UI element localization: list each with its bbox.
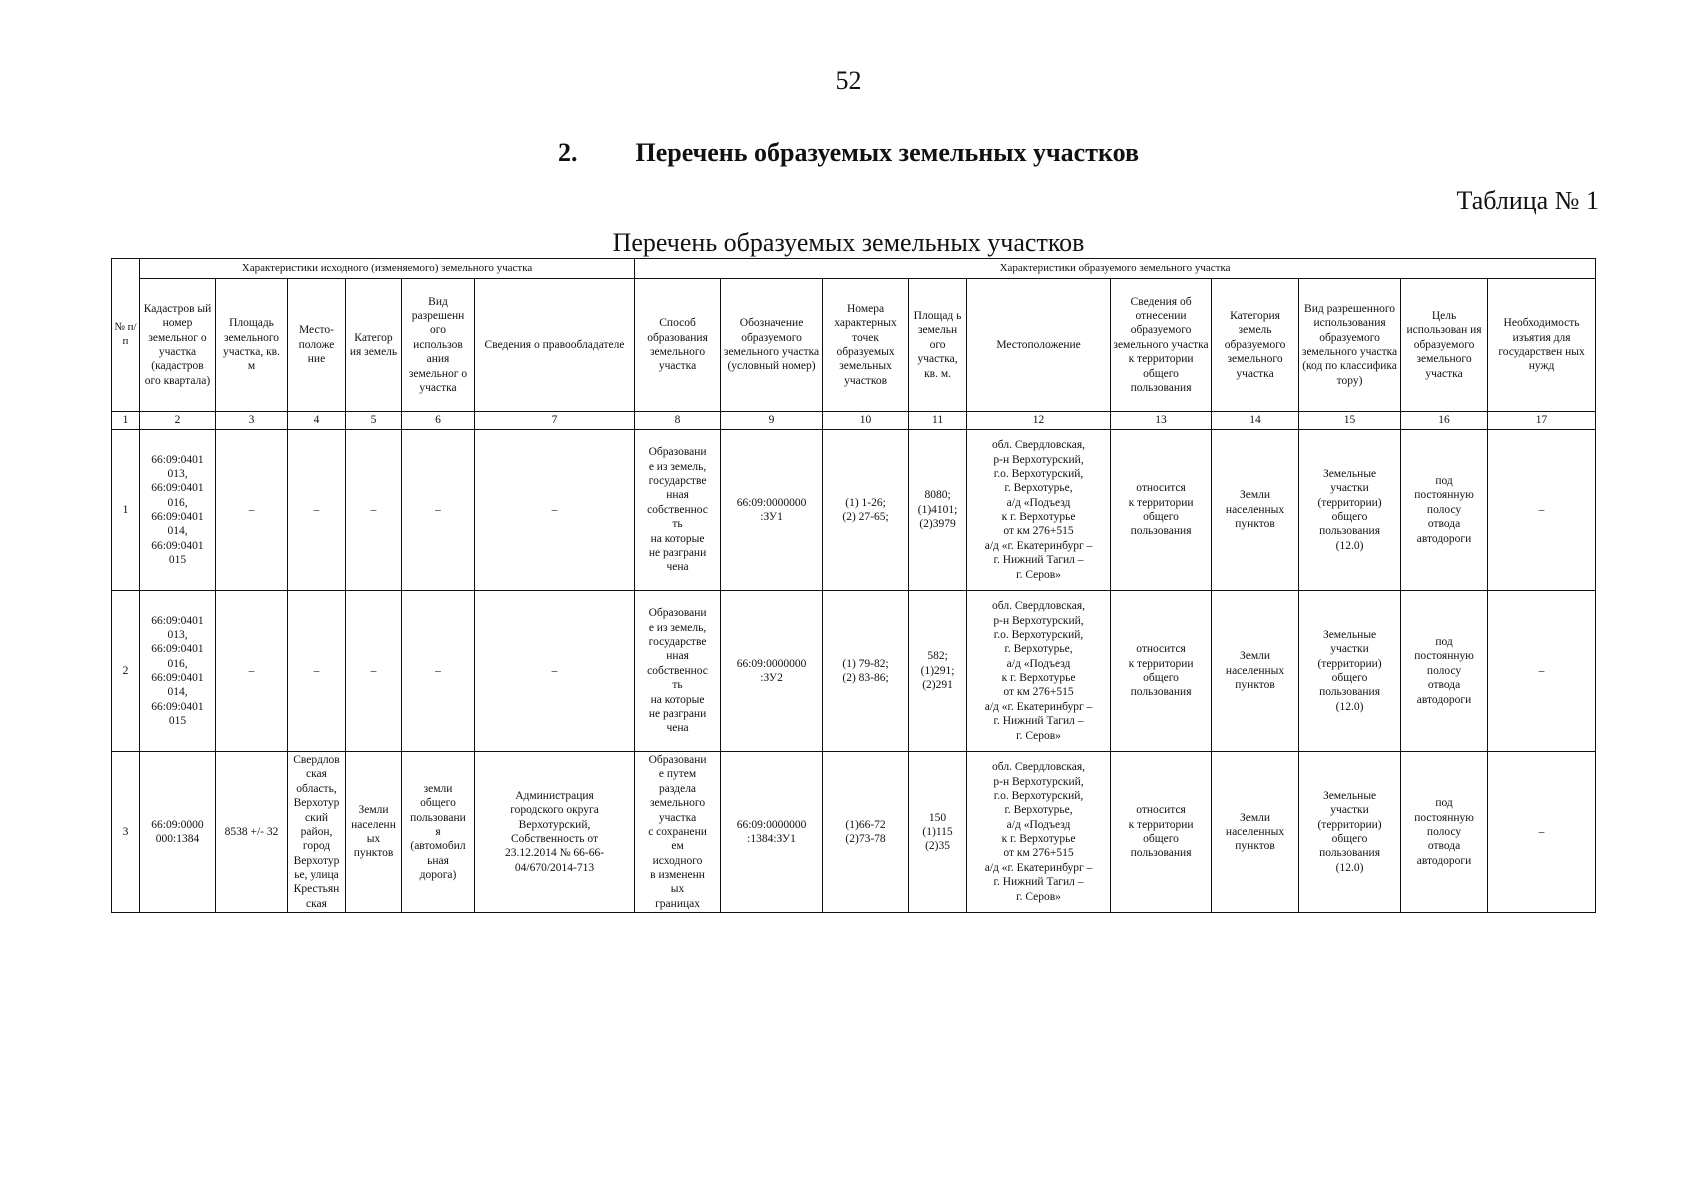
plot-purpose: под постоянную полосу отвода автодороги: [1401, 752, 1488, 913]
header-col-13: Сведения об отнесении образуемого земельного участка к территории общего пользования: [1111, 279, 1212, 412]
plot-designation: 66:09:0000000 :ЗУ1: [721, 430, 823, 591]
column-number: 12: [967, 412, 1111, 430]
plot-purpose: под постоянную полосу отвода автодороги: [1401, 591, 1488, 752]
plot-permitted-use: Земельные участки (территории) общего пользования (12.0): [1299, 591, 1401, 752]
point-numbers: (1) 79-82; (2) 83-86;: [823, 591, 909, 752]
source-area: 8538 +/- 32: [216, 752, 288, 913]
column-number: 14: [1212, 412, 1299, 430]
column-number: 3: [216, 412, 288, 430]
cadastral-number: 66:09:0000 000:1384: [140, 752, 216, 913]
table-row: [112, 430, 1596, 591]
column-number: 6: [402, 412, 475, 430]
formation-method: Образовани е из земель, государстве нная собственнос ть на которые не разграни чена: [635, 430, 721, 591]
header-col-10: Номера характерных точек образуемых земельных участков: [823, 279, 909, 412]
seizure-necessity: –: [1488, 752, 1596, 913]
row-number: 3: [112, 752, 140, 913]
plot-designation: 66:09:0000000 :ЗУ2: [721, 591, 823, 752]
plot-land-category: Земли населенных пунктов: [1212, 752, 1299, 913]
header-col-15: Вид разрешенного использования образуемого земельного участка (код по классифика тору): [1299, 279, 1401, 412]
owner-info: –: [475, 430, 635, 591]
column-number: 10: [823, 412, 909, 430]
column-number-row: [112, 412, 1596, 430]
table-number: Таблица № 1: [1456, 186, 1599, 215]
source-land-category: –: [346, 430, 402, 591]
group-header-row: [112, 259, 1596, 279]
formation-method: Образовани е из земель, государстве нная собственнос ть на которые не разграни чена: [635, 591, 721, 752]
column-number: 13: [1111, 412, 1212, 430]
plot-area: 8080; (1)4101; (2)3979: [909, 430, 967, 591]
plot-location: обл. Свердловская, р-н Верхотурский, г.о. Верхотурский, г. Верхотурье, а/д «Подъезд к г. Верхотурье от км 276+515 а/д «г. Екатеринбург – г. Нижний Тагил – г. Серов»: [967, 591, 1111, 752]
source-permitted-use: –: [402, 591, 475, 752]
plot-area: 150 (1)115 (2)35: [909, 752, 967, 913]
header-col-8: Способ образования земельного участка: [635, 279, 721, 412]
column-number: 11: [909, 412, 967, 430]
point-numbers: (1) 1-26; (2) 27-65;: [823, 430, 909, 591]
group-header-source: Характеристики исходного (изменяемого) земельного участка: [140, 259, 635, 279]
column-number: 17: [1488, 412, 1596, 430]
land-plots-table: [111, 258, 1596, 913]
plot-designation: 66:09:0000000 :1384:ЗУ1: [721, 752, 823, 913]
source-permitted-use: земли общего пользовани я (автомобил ьная дорога): [402, 752, 475, 913]
source-land-category: –: [346, 591, 402, 752]
header-col-1: № п/ п: [112, 259, 140, 412]
plot-location: обл. Свердловская, р-н Верхотурский, г.о. Верхотурский, г. Верхотурье, а/д «Подъезд к г. Верхотурье от км 276+515 а/д «г. Екатеринбург – г. Нижний Тагил – г. Серов»: [967, 752, 1111, 913]
column-number: 2: [140, 412, 216, 430]
header-col-3: Площадь земельного участка, кв. м: [216, 279, 288, 412]
owner-info: –: [475, 591, 635, 752]
column-number: 15: [1299, 412, 1401, 430]
header-col-6: Вид разрешенн ого использов ания земельног о участка: [402, 279, 475, 412]
column-header-row: [112, 279, 1596, 412]
public-use-info: относится к территории общего пользования: [1111, 752, 1212, 913]
table-row: [112, 752, 1596, 913]
source-permitted-use: –: [402, 430, 475, 591]
source-location: –: [288, 430, 346, 591]
owner-info: Администрация городского округа Верхотурский, Собственность от 23.12.2014 № 66-66- 04/670/2014-713: [475, 752, 635, 913]
column-number: 1: [112, 412, 140, 430]
section-heading: Перечень образуемых земельных участков: [635, 138, 1140, 167]
source-area: –: [216, 591, 288, 752]
public-use-info: относится к территории общего пользования: [1111, 591, 1212, 752]
section-title: [0, 138, 1697, 168]
public-use-info: относится к территории общего пользования: [1111, 430, 1212, 591]
header-col-9: Обозначение образуемого земельного участка (условный номер): [721, 279, 823, 412]
header-col-14: Категория земель образуемого земельного участка: [1212, 279, 1299, 412]
header-col-4: Место- положе ние: [288, 279, 346, 412]
plot-location: обл. Свердловская, р-н Верхотурский, г.о. Верхотурский, г. Верхотурье, а/д «Подъезд к г. Верхотурье от км 276+515 а/д «г. Екатеринбург – г. Нижний Тагил – г. Серов»: [967, 430, 1111, 591]
row-number: 1: [112, 430, 140, 591]
cadastral-number: 66:09:0401 013, 66:09:0401 016, 66:09:0401 014, 66:09:0401 015: [140, 591, 216, 752]
table-row: [112, 591, 1596, 752]
header-col-2: Кадастров ый номер земельног о участка (кадастров ого квартала): [140, 279, 216, 412]
header-col-17: Необходимость изъятия для государствен ных нужд: [1488, 279, 1596, 412]
header-col-7: Сведения о правообладателе: [475, 279, 635, 412]
header-col-16: Цель использован ия образуемого земельного участка: [1401, 279, 1488, 412]
header-col-5: Категор ия земель: [346, 279, 402, 412]
source-land-category: Земли населенн ых пунктов: [346, 752, 402, 913]
column-number: 16: [1401, 412, 1488, 430]
seizure-necessity: –: [1488, 430, 1596, 591]
table-caption: Перечень образуемых земельных участков: [612, 228, 1085, 257]
header-col-11: Площад ь земельн ого участка, кв. м.: [909, 279, 967, 412]
header-col-12: Местоположение: [967, 279, 1111, 412]
row-number: 2: [112, 591, 140, 752]
column-number: 9: [721, 412, 823, 430]
formation-method: Образовани е путем раздела земельного участка с сохранени ем исходного в измененн ых границах: [635, 752, 721, 913]
plot-permitted-use: Земельные участки (территории) общего пользования (12.0): [1299, 430, 1401, 591]
section-number: 2.: [557, 138, 578, 167]
plot-land-category: Земли населенных пунктов: [1212, 430, 1299, 591]
source-area: –: [216, 430, 288, 591]
plot-purpose: под постоянную полосу отвода автодороги: [1401, 430, 1488, 591]
column-number: 4: [288, 412, 346, 430]
column-number: 7: [475, 412, 635, 430]
seizure-necessity: –: [1488, 591, 1596, 752]
point-numbers: (1)66-72 (2)73-78: [823, 752, 909, 913]
page-number: 52: [835, 66, 862, 95]
plot-permitted-use: Земельные участки (территории) общего пользования (12.0): [1299, 752, 1401, 913]
source-location: Свердлов ская область, Верхотур ский район, город Верхотур ье, улица Крестьян ская: [288, 752, 346, 913]
cadastral-number: 66:09:0401 013, 66:09:0401 016, 66:09:0401 014, 66:09:0401 015: [140, 430, 216, 591]
group-header-formed: Характеристики образуемого земельного участка: [635, 259, 1596, 279]
plot-area: 582; (1)291; (2)291: [909, 591, 967, 752]
column-number: 5: [346, 412, 402, 430]
column-number: 8: [635, 412, 721, 430]
plot-land-category: Земли населенных пунктов: [1212, 591, 1299, 752]
source-location: –: [288, 591, 346, 752]
